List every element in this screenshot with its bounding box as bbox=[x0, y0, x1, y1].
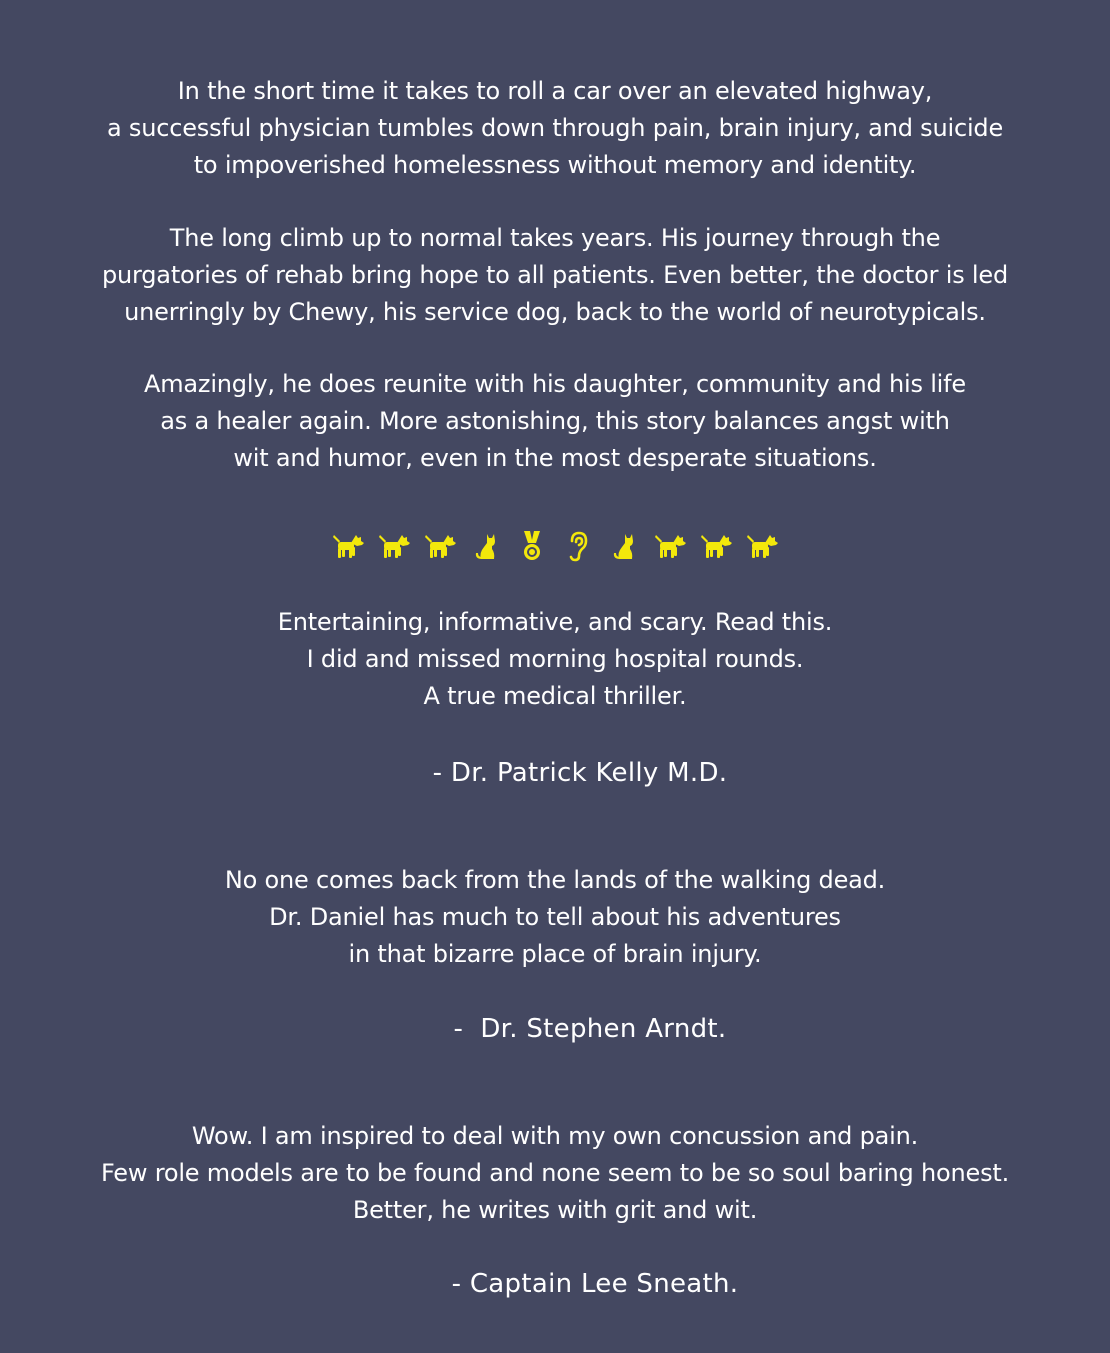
review-line: in that bizarre place of brain injury. bbox=[348, 940, 762, 968]
synopsis-line: a successful physician tumbles down through pain, brain injury, and suicide bbox=[106, 114, 1004, 142]
synopsis-paragraph-3 bbox=[0, 366, 1110, 477]
review-line: A true medical thriller. bbox=[423, 682, 687, 710]
review-line: Wow. I am inspired to deal with my own concussion and pain. bbox=[191, 1122, 919, 1150]
ear-icon bbox=[561, 529, 595, 563]
review-line: Few role models are to be found and none seem to be so soul baring honest. bbox=[100, 1159, 1010, 1187]
synopsis-line: In the short time it takes to roll a car over an elevated highway, bbox=[177, 77, 933, 105]
review-quote-2 bbox=[0, 862, 1110, 973]
dog-icon bbox=[653, 529, 687, 563]
review-line: Entertaining, informative, and scary. Read this. bbox=[277, 608, 833, 636]
medal-icon bbox=[515, 529, 549, 563]
synopsis-paragraph-2 bbox=[0, 220, 1110, 331]
review-line: I did and missed morning hospital rounds. bbox=[306, 645, 804, 673]
review-line: Better, he writes with grit and wit. bbox=[352, 1196, 758, 1224]
review-quote-3 bbox=[0, 1118, 1110, 1229]
review-line: No one comes back from the lands of the walking dead. bbox=[224, 866, 886, 894]
dog-icon bbox=[331, 529, 365, 563]
synopsis-line: wit and humor, even in the most desperate situations. bbox=[233, 444, 877, 472]
synopsis-line: The long climb up to normal takes years. His journey through the bbox=[169, 224, 941, 252]
synopsis-line: Amazingly, he does reunite with his daughter, community and his life bbox=[144, 370, 966, 398]
review-author-2: - Dr. Stephen Arndt. bbox=[453, 1014, 727, 1044]
synopsis-paragraph-1 bbox=[0, 73, 1110, 184]
dog-icon bbox=[699, 529, 733, 563]
cat-icon bbox=[607, 529, 641, 563]
review-line: Dr. Daniel has much to tell about his adventures bbox=[269, 903, 841, 931]
dog-icon bbox=[377, 529, 411, 563]
divider-icon-row bbox=[0, 528, 1110, 564]
dog-icon bbox=[745, 529, 779, 563]
synopsis-line: to impoverished homelessness without memory and identity. bbox=[193, 151, 917, 179]
review-author-3: - Captain Lee Sneath. bbox=[451, 1269, 739, 1299]
review-author-1: - Dr. Patrick Kelly M.D. bbox=[432, 758, 728, 788]
cat-icon bbox=[469, 529, 503, 563]
review-quote-1 bbox=[0, 604, 1110, 715]
synopsis-line: unerringly by Chewy, his service dog, back to the world of neurotypicals. bbox=[124, 298, 986, 326]
synopsis-line: as a healer again. More astonishing, this story balances angst with bbox=[160, 407, 950, 435]
synopsis-line: purgatories of rehab bring hope to all patients. Even better, the doctor is led bbox=[101, 261, 1008, 289]
dog-icon bbox=[423, 529, 457, 563]
